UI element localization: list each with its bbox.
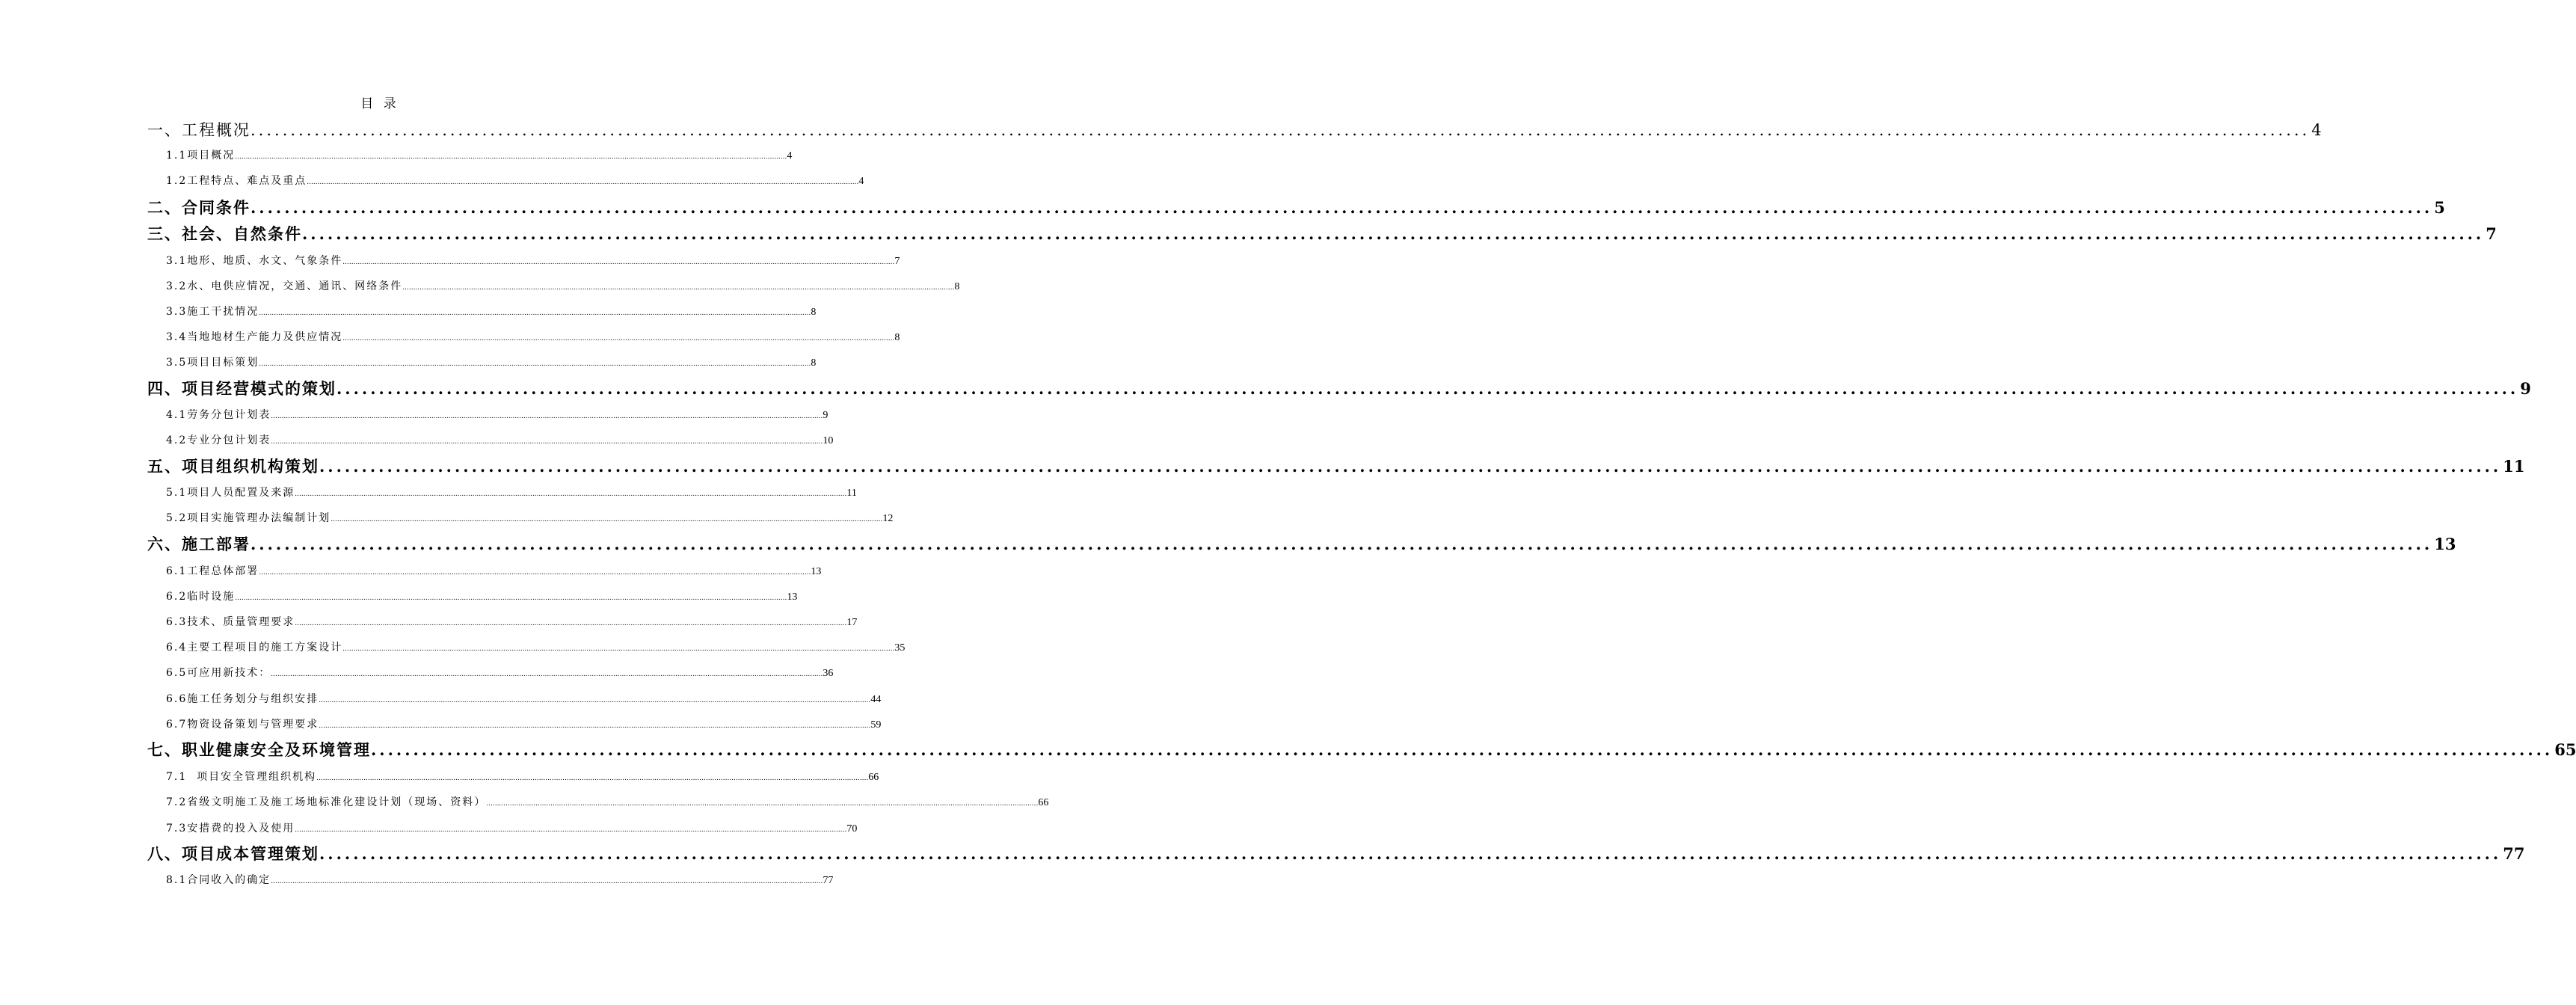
toc-entry-label: 8.1合同收入的确定 xyxy=(166,874,271,886)
dot-leader: .................................................................................................................................................................................................................................................................. xyxy=(259,360,811,368)
toc-entry-page: 36 xyxy=(823,668,834,679)
toc-entry[interactable] xyxy=(166,304,817,319)
toc-entry-page: 70 xyxy=(846,823,858,835)
toc-entry-label: 1.1项目概况 xyxy=(166,150,236,162)
toc-entry-label: 4.1劳务分包计划表 xyxy=(166,409,271,421)
toc-entry-label: 八、项目成本管理策划 xyxy=(147,844,319,863)
toc-entry-page: 9 xyxy=(823,410,829,421)
toc-entry-page: 12 xyxy=(882,513,894,524)
toc-entry[interactable] xyxy=(166,872,834,887)
toc-entry-page: 4 xyxy=(2311,121,2322,139)
toc-entry-page: 65 xyxy=(2554,740,2576,759)
toc-entry[interactable] xyxy=(166,485,857,500)
dot-leader: .................................................................................................................................................................................................................................................................. xyxy=(307,179,859,186)
toc-entry-page: 9 xyxy=(2520,379,2531,398)
toc-entry[interactable] xyxy=(166,563,822,578)
toc-entry[interactable] xyxy=(166,329,900,344)
dot-leader: .................................................................................................................................................................................................................................................................. xyxy=(319,722,871,730)
dot-leader: .................................................................................................................................................................................................................................................................. xyxy=(259,569,811,577)
toc-entry[interactable] xyxy=(147,222,2497,245)
dot-leader: .................................................................................................................................................................................................................................................................. xyxy=(302,224,2485,243)
dot-leader: .................................................................................................................................................................................................................................................................. xyxy=(331,516,883,523)
toc-entry-page: 44 xyxy=(870,694,882,705)
toc-entry-page: 13 xyxy=(811,566,822,577)
toc-entry[interactable] xyxy=(166,173,864,188)
toc-entry-label: 7.2省级文明施工及施工场地标准化建设计划（现场、资料） xyxy=(166,796,487,808)
toc-entry[interactable] xyxy=(166,820,858,835)
toc-entry-label: 6.5可应用新技术： xyxy=(166,667,271,679)
toc-entry-label: 4.2专业分包计划表 xyxy=(166,434,271,446)
toc-entry-page: 8 xyxy=(811,357,817,369)
toc-entry[interactable] xyxy=(166,691,882,706)
toc-entry-page: 8 xyxy=(954,281,960,292)
dot-leader: .................................................................................................................................................................................................................................................................. xyxy=(319,697,871,704)
dot-leader: .................................................................................................................................................................................................................................................................. xyxy=(402,284,955,292)
toc-entry-page: 13 xyxy=(2434,535,2456,553)
dot-leader: .................................................................................................................................................................................................................................................................. xyxy=(259,310,811,317)
dot-leader: .................................................................................................................................................................................................................................................................. xyxy=(486,800,1039,808)
dot-leader: .................................................................................................................................................................................................................................................................. xyxy=(371,740,2554,759)
dot-leader: .................................................................................................................................................................................................................................................................. xyxy=(295,620,847,627)
dot-leader: .................................................................................................................................................................................................................................................................. xyxy=(295,491,847,498)
toc-entry-label: 三、社会、自然条件 xyxy=(147,224,302,243)
toc-entry-page: 35 xyxy=(894,642,906,654)
toc-entry-label: 5.2项目实施管理办法编制计划 xyxy=(166,512,331,524)
dot-leader: .................................................................................................................................................................................................................................................................. xyxy=(235,594,787,602)
toc-entry[interactable] xyxy=(147,196,2445,218)
toc-entry-page: 11 xyxy=(846,488,857,499)
toc-entry-label: 3.2水、电供应情况，交通、通讯、网络条件 xyxy=(166,280,403,292)
toc-entry-page: 66 xyxy=(1038,797,1049,808)
toc-entry[interactable] xyxy=(166,588,798,603)
dot-leader: .................................................................................................................................................................................................................................................................. xyxy=(336,379,2519,398)
toc-entry-page: 4 xyxy=(858,176,864,187)
toc-entry[interactable] xyxy=(166,665,834,680)
toc-entry-label: 四、项目经营模式的策划 xyxy=(147,379,336,398)
dot-leader: .................................................................................................................................................................................................................................................................. xyxy=(235,153,787,161)
toc-entry[interactable] xyxy=(147,455,2525,477)
toc-entry-page: 4 xyxy=(787,150,793,162)
toc-entry[interactable] xyxy=(147,118,2322,141)
toc-entry-page: 13 xyxy=(787,591,798,603)
toc-entry-label: 五、项目组织机构策划 xyxy=(147,457,319,476)
toc-entry-page: 11 xyxy=(2503,457,2525,476)
toc-entry-label: 7.3安措费的投入及使用 xyxy=(166,823,295,835)
toc-entry-page: 59 xyxy=(870,719,882,731)
toc-title: 目 录 xyxy=(360,96,399,111)
dot-leader: .................................................................................................................................................................................................................................................................. xyxy=(250,535,2433,553)
toc-entry-label: 6.3技术、质量管理要求 xyxy=(166,616,295,628)
toc-entry-label: 3.3施工干扰情况 xyxy=(166,306,259,318)
toc-entry-page: 8 xyxy=(894,332,900,343)
toc-entry-page: 66 xyxy=(868,772,879,783)
toc-entry-label: 6.6施工任务划分与组织安排 xyxy=(166,693,319,705)
toc-entry-label: 3.5项目目标策划 xyxy=(166,357,259,369)
toc-entry-label: 3.4当地地材生产能力及供应情况 xyxy=(166,331,343,343)
toc-entry[interactable] xyxy=(166,147,793,162)
dot-leader: .................................................................................................................................................................................................................................................................. xyxy=(316,775,869,782)
toc-entry-page: 7 xyxy=(894,256,900,267)
dot-leader: .................................................................................................................................................................................................................................................................. xyxy=(295,826,847,834)
toc-entry[interactable] xyxy=(147,842,2525,864)
toc-entry-label: 6.7物资设备策划与管理要求 xyxy=(166,719,319,731)
dot-leader: .................................................................................................................................................................................................................................................................. xyxy=(319,457,2502,476)
toc-entry[interactable] xyxy=(166,769,879,784)
toc-entry[interactable] xyxy=(166,510,894,525)
dot-leader: .................................................................................................................................................................................................................................................................. xyxy=(319,844,2502,863)
toc-entry-label: 1.2工程特点、难点及重点 xyxy=(166,175,307,187)
toc-entry[interactable] xyxy=(147,532,2456,555)
toc-entry-label: 5.1项目人员配置及来源 xyxy=(166,487,295,499)
toc-entry-page: 8 xyxy=(811,307,817,318)
toc-entry[interactable] xyxy=(147,377,2531,399)
toc-entry-page: 77 xyxy=(2503,844,2525,863)
toc-entry-label: 七、职业健康安全及环境管理 xyxy=(147,740,371,759)
toc-entry-label: 6.2临时设施 xyxy=(166,591,236,603)
dot-leader: .................................................................................................................................................................................................................................................................. xyxy=(271,671,823,678)
toc-entry[interactable] xyxy=(166,614,858,629)
toc-entry[interactable] xyxy=(166,432,834,447)
toc-entry-page: 5 xyxy=(2434,198,2445,217)
toc-entry[interactable] xyxy=(166,794,1049,809)
dot-leader: .................................................................................................................................................................................................................................................................. xyxy=(250,198,2433,217)
toc-entry[interactable] xyxy=(166,354,817,369)
toc-entry[interactable] xyxy=(147,738,2576,760)
toc-entry-label: 六、施工部署 xyxy=(147,535,250,553)
toc-entry[interactable] xyxy=(166,278,960,293)
toc-entry-label: 7.1 项目安全管理组织机构 xyxy=(166,771,317,783)
dot-leader: .................................................................................................................................................................................................................................................................. xyxy=(271,438,823,446)
toc-entry-page: 7 xyxy=(2486,224,2497,243)
toc-entry-label: 6.1工程总体部署 xyxy=(166,565,259,577)
dot-leader: .................................................................................................................................................................................................................................................................. xyxy=(271,878,823,885)
toc-entry[interactable] xyxy=(166,253,900,268)
toc-entry-label: 二、合同条件 xyxy=(147,198,250,217)
dot-leader: .................................................................................................................................................................................................................................................................. xyxy=(250,121,2311,139)
dot-leader: .................................................................................................................................................................................................................................................................. xyxy=(342,259,895,266)
toc-entry[interactable] xyxy=(166,407,829,422)
dot-leader: .................................................................................................................................................................................................................................................................. xyxy=(342,335,895,342)
toc-entry-label: 3.1地形、地质、水文、气象条件 xyxy=(166,255,343,267)
toc-entry-page: 17 xyxy=(846,617,858,628)
toc-entry[interactable] xyxy=(166,639,906,654)
toc-entry-page: 10 xyxy=(823,435,834,446)
dot-leader: .................................................................................................................................................................................................................................................................. xyxy=(271,413,823,420)
toc-entry-page: 77 xyxy=(823,875,834,886)
toc-entry-label: 一、工程概况 xyxy=(147,121,250,139)
dot-leader: .................................................................................................................................................................................................................................................................. xyxy=(342,645,895,653)
toc-entry-label: 6.4主要工程项目的施工方案设计 xyxy=(166,642,343,654)
toc-entry[interactable] xyxy=(166,716,882,731)
